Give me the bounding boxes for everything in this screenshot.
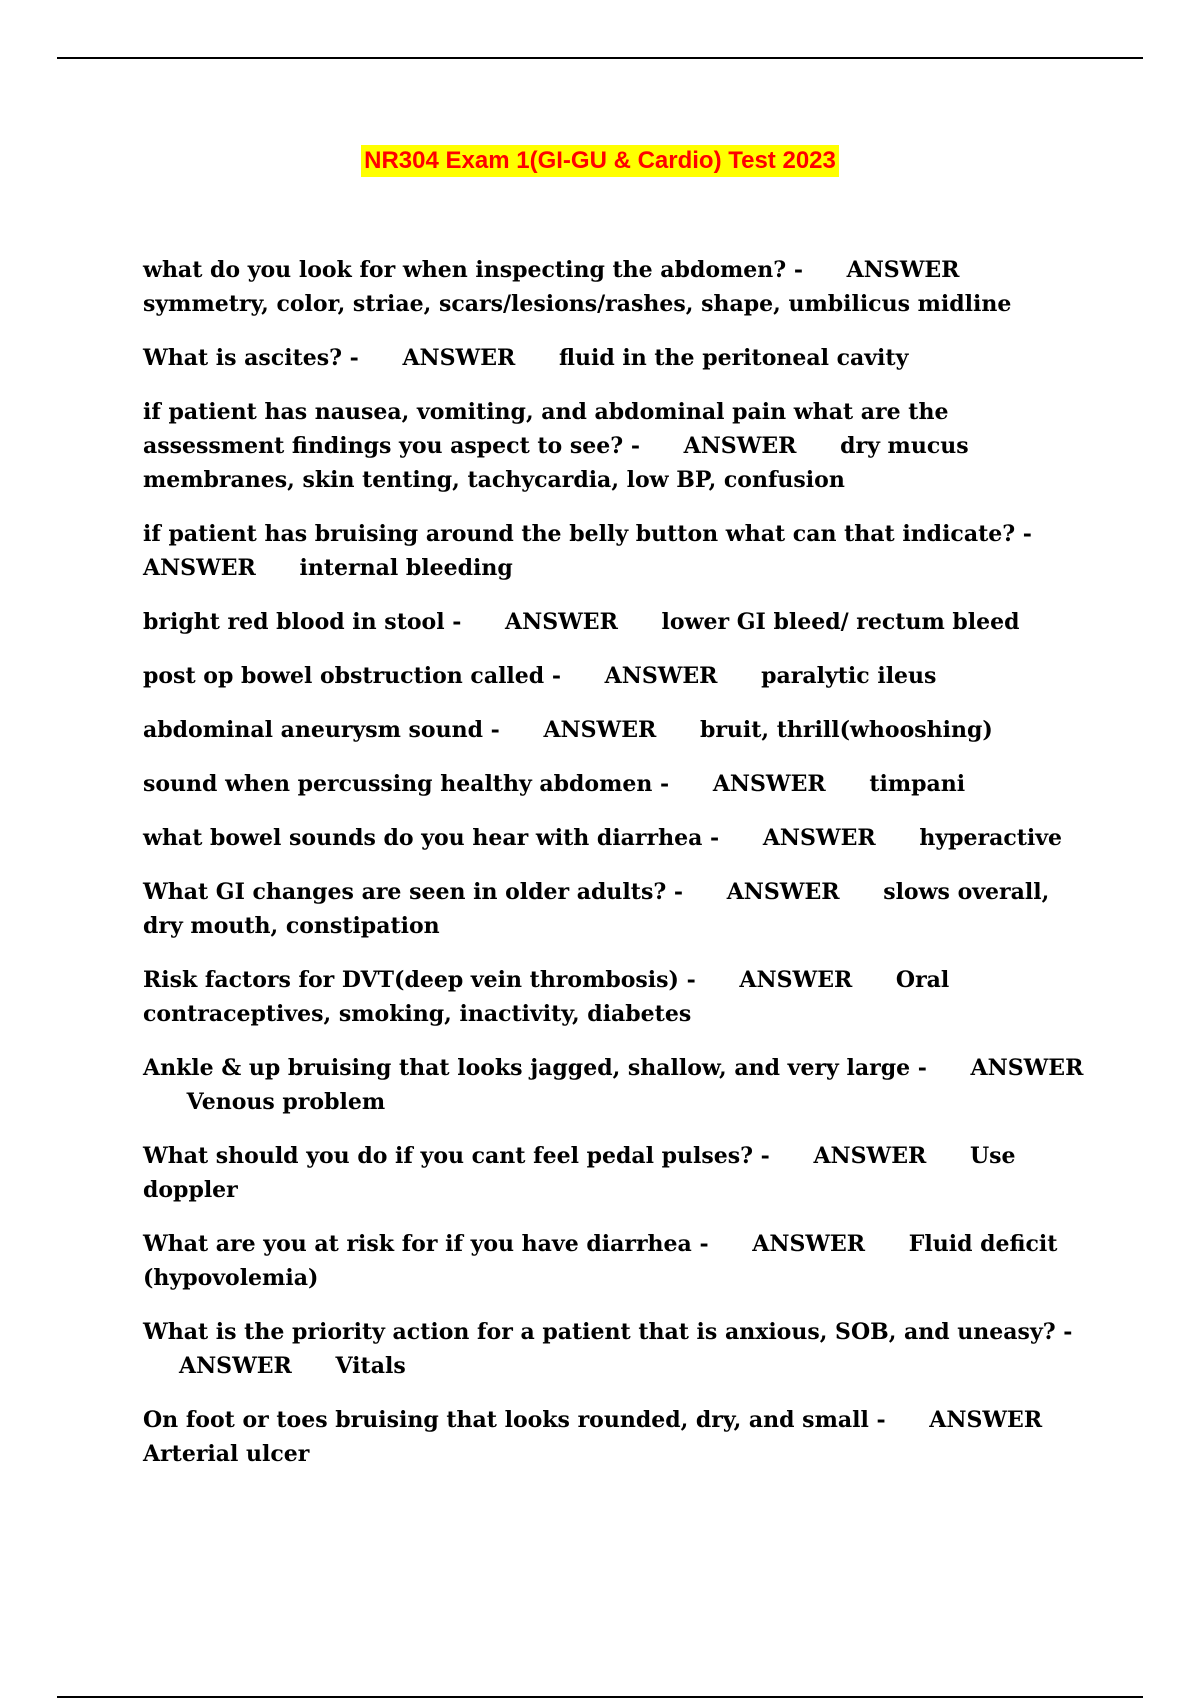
qa-item xyxy=(143,1139,1088,1207)
answer-label: ANSWER xyxy=(752,1231,866,1257)
answer-text: fluid in the peritoneal cavity xyxy=(558,345,909,371)
answer-label: ANSWER xyxy=(543,717,657,743)
question-text: Ankle & up bruising that looks jagged, shallow, and very large - xyxy=(143,1055,927,1081)
qa-item xyxy=(143,395,1088,497)
answer-text: Arterial ulcer xyxy=(143,1441,310,1467)
question-text: abdominal aneurysm sound - xyxy=(143,717,500,743)
question-text: post op bowel obstruction called - xyxy=(143,663,561,689)
bottom-rule xyxy=(57,1696,1143,1698)
answer-text: slows overall, dry mouth, constipation xyxy=(143,879,1050,939)
question-text: On foot or toes bruising that looks rounded, dry, and small - xyxy=(143,1407,886,1433)
answer-label: ANSWER xyxy=(813,1143,927,1169)
qa-item xyxy=(143,1051,1088,1119)
qa-item xyxy=(143,767,1088,801)
title-container xyxy=(0,145,1200,177)
answer-label: ANSWER xyxy=(762,825,876,851)
question-text: What is the priority action for a patient that is anxious, SOB, and uneasy? - xyxy=(143,1319,1073,1345)
answer-label: ANSWER xyxy=(739,967,853,993)
top-rule xyxy=(57,57,1143,59)
question-text: What GI changes are seen in older adults? - xyxy=(143,879,684,905)
question-text: Risk factors for DVT(deep vein thrombosis) - xyxy=(143,967,696,993)
answer-label: ANSWER xyxy=(846,257,960,283)
answer-text: paralytic ileus xyxy=(761,663,937,689)
qa-item xyxy=(143,1315,1088,1383)
answer-text: Fluid deficit (hypovolemia) xyxy=(143,1231,1058,1291)
qa-item xyxy=(143,517,1088,585)
answer-label: ANSWER xyxy=(143,555,256,581)
qa-item xyxy=(143,821,1088,855)
answer-label: ANSWER xyxy=(726,879,840,905)
answer-text: symmetry, color, striae, scars/lesions/rashes, shape, umbilicus midline xyxy=(143,291,1012,317)
answer-label: ANSWER xyxy=(505,609,618,635)
answer-text: Use doppler xyxy=(143,1143,1016,1203)
question-text: sound when percussing healthy abdomen - xyxy=(143,771,670,797)
qa-list xyxy=(143,253,1088,1491)
question-text: What are you at risk for if you have diarrhea - xyxy=(143,1231,709,1257)
answer-label: ANSWER xyxy=(604,663,718,689)
answer-text: lower GI bleed/ rectum bleed xyxy=(661,609,1020,635)
answer-text: Venous problem xyxy=(186,1089,386,1115)
qa-item xyxy=(143,605,1088,639)
answer-label: ANSWER xyxy=(179,1353,292,1379)
question-text: if patient has nausea, vomiting, and abdominal pain what are the assessment findings you aspect to see? - xyxy=(143,399,949,459)
question-text: What should you do if you cant feel pedal pulses? - xyxy=(143,1143,770,1169)
answer-label: ANSWER xyxy=(683,433,797,459)
qa-item xyxy=(143,963,1088,1031)
answer-text: dry mucus membranes, skin tenting, tachycardia, low BP, confusion xyxy=(143,433,969,493)
answer-text: bruit, thrill(whooshing) xyxy=(699,717,993,743)
answer-label: ANSWER xyxy=(402,345,516,371)
question-text: if patient has bruising around the belly button what can that indicate? - xyxy=(143,521,1032,547)
qa-item xyxy=(143,1403,1088,1471)
answer-text: hyperactive xyxy=(919,825,1063,851)
question-text: what do you look for when inspecting the abdomen? - xyxy=(143,257,803,283)
question-text: What is ascites? - xyxy=(143,345,359,371)
qa-item xyxy=(143,341,1088,375)
answer-text: Oral contraceptives, smoking, inactivity, diabetes xyxy=(143,967,950,1027)
qa-item xyxy=(143,1227,1088,1295)
document-title: NR304 Exam 1(GI-GU & Cardio) Test 2023 xyxy=(361,145,839,177)
qa-item xyxy=(143,875,1088,943)
answer-label: ANSWER xyxy=(970,1055,1084,1081)
answer-text: Vitals xyxy=(335,1353,406,1379)
qa-item xyxy=(143,659,1088,693)
answer-label: ANSWER xyxy=(712,771,826,797)
answer-text: internal bleeding xyxy=(299,555,513,581)
qa-item xyxy=(143,253,1088,321)
answer-text: timpani xyxy=(869,771,966,797)
answer-label: ANSWER xyxy=(929,1407,1043,1433)
question-text: what bowel sounds do you hear with diarrhea - xyxy=(143,825,720,851)
qa-item xyxy=(143,713,1088,747)
question-text: bright red blood in stool - xyxy=(143,609,462,635)
